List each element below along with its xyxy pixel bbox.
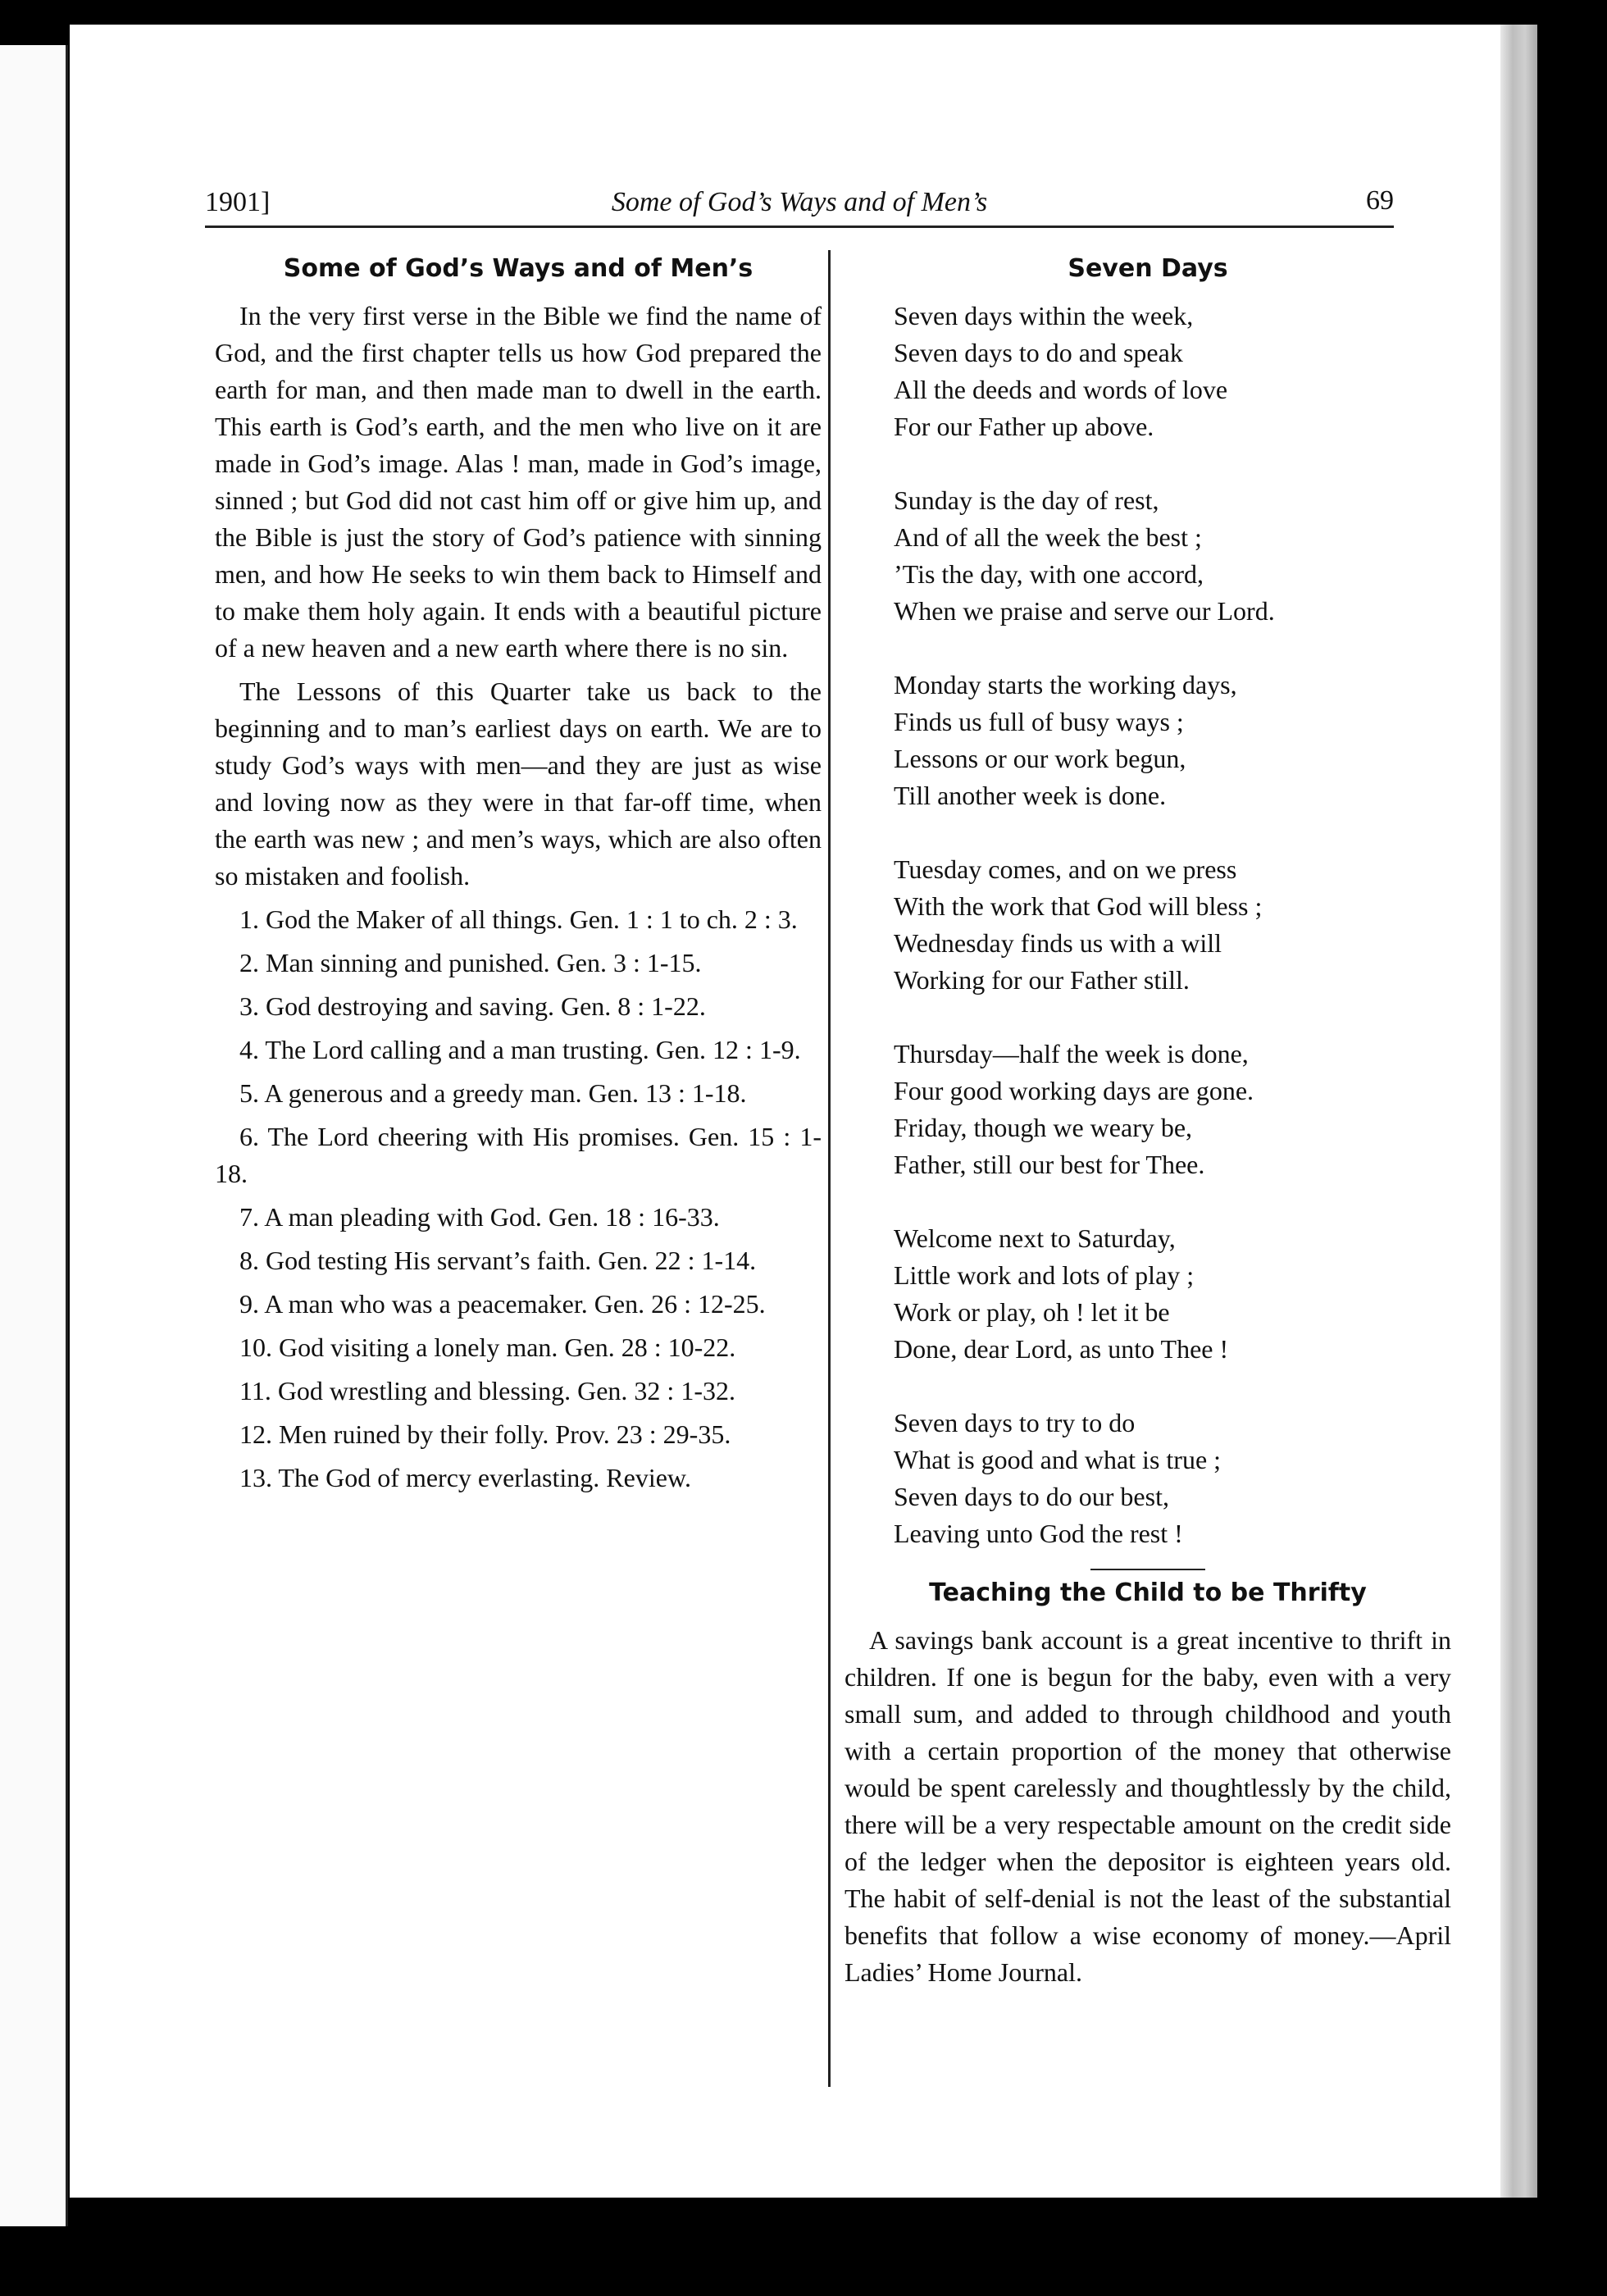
lesson-item: 5. A generous and a greedy man. Gen. 13 : 1-18. [239,1078,747,1108]
poem-line: Leaving unto God the rest ! [894,1519,1183,1548]
poem-line: Wednesday finds us with a will [894,928,1222,958]
poem-line: Little work and lots of play ; [894,1260,1195,1290]
lesson-item: 7. A man pleading with God. Gen. 18 : 16-33. [239,1202,720,1232]
poem-line: Seven days to do and speak [894,338,1183,367]
poem-stanza [894,1405,1451,1552]
poem-heading: Seven Days [1068,254,1228,283]
poem-line: For our Father up above. [894,412,1154,441]
poem-line: Sunday is the day of rest, [894,485,1159,515]
article-heading: Some of God’s Ways and of Men’s [283,254,753,283]
poem-line: With the work that God will bless ; [894,891,1263,921]
poem-line: Finds us full of busy ways ; [894,707,1184,736]
quarter-paragraph: The Lessons of this Quarter take us back to the beginning and to man’s earliest days on earth. We are to study God’s ways with men—and they are just as wise and loving now as they were in that far-off time, when the earth was new ; and men’s ways, which are also often so mistaken and foolish. [215,676,822,891]
poem-line: When we praise and serve our Lord. [894,596,1275,626]
lesson-item: 1. God the Maker of all things. Gen. 1 : 1 to ch. 2 : 3. [239,904,798,934]
poem-line: Lessons or our work begun, [894,744,1186,773]
header-rule [205,226,1394,228]
poem-stanza [894,482,1451,630]
poem-line: Thursday—half the week is done, [894,1039,1249,1068]
poem-line: All the deeds and words of love [894,375,1228,404]
poem-stanza [894,667,1451,814]
poem-stanza [894,298,1451,445]
poem-line: What is good and what is true ; [894,1445,1222,1474]
lesson-item: 6. The Lord cheering with His promises. Gen. 15 : 1-18. [215,1122,822,1188]
poem-line: Monday starts the working days, [894,670,1237,699]
poem-stanza [894,851,1451,999]
poem-line: Working for our Father still. [894,965,1190,995]
lesson-item: 9. A man who was a peacemaker. Gen. 26 : 12-25. [239,1289,766,1319]
lesson-item: 13. The God of mercy everlasting. Review. [239,1463,691,1492]
lesson-item: 4. The Lord calling and a man trusting. Gen. 12 : 1-9. [239,1035,801,1064]
lesson-item: 2. Man sinning and punished. Gen. 3 : 1-15. [239,948,702,977]
poem-stanza [894,1036,1451,1183]
header-title: Some of God’s Ways and of Men’s [611,187,988,217]
poem-line: Till another week is done. [894,781,1167,810]
lesson-item: 10. God visiting a lonely man. Gen. 28 : 10-22. [239,1332,736,1362]
thrift-heading: Teaching the Child to be Thrifty [929,1578,1367,1607]
intro-paragraph: In the very first verse in the Bible we find the name of God, and the first chapter tells us how God prepared the earth for man, and then made man to dwell in the earth. This earth is God’s earth, and the men who live on it are made in God’s image. Alas ! man, made in God’s image, sinned ; but God did not cast him off or give him up, and the Bible is just the story of God’s patience with sinning men, and how He seeks to win them back to Himself and to make them holy again. It ends with a beautiful picture of a new heaven and a new earth where there is no sin. [215,301,822,663]
page-number: 69 [1366,185,1394,216]
page-edge-shadow [1500,25,1537,2198]
poem-stanza [894,1220,1451,1368]
poem-line: Seven days to try to do [894,1408,1136,1437]
poem-line: Four good working days are gone. [894,1076,1254,1105]
thrift-paragraph: A savings bank account is a great incentive to thrift in children. If one is begun for the baby, even with a very small sum, and added to through childhood and youth with a certain proportion of the money that otherwise would be spent carelessly and thoughtlessly by the child, there will be a very respectable amount on the credit side of the ledger when the depositor is eighteen years old. The habit of self-denial is not the least of the substantial benefits that follow a wise economy of money.—April Ladies’ Home Journal. [844,1625,1451,1987]
poem-line: ’Tis the day, with one accord, [894,559,1204,589]
adjacent-page-edge [0,45,68,2226]
lesson-item: 8. God testing His servant’s faith. Gen. 22 : 1-14. [239,1246,757,1275]
poem-line: Friday, though we weary be, [894,1113,1193,1142]
poem-line: Work or play, oh ! let it be [894,1297,1170,1327]
lesson-item: 11. God wrestling and blessing. Gen. 32 : 1-32. [239,1376,735,1405]
poem [844,298,1451,1552]
poem-line: Welcome next to Saturday, [894,1223,1176,1253]
left-column [215,246,822,1500]
poem-line: Done, dear Lord, as unto Thee ! [894,1334,1229,1364]
poem-line: Father, still our best for Thee. [894,1150,1205,1179]
poem-line: Seven days to do our best, [894,1482,1169,1511]
lesson-item: 3. God destroying and saving. Gen. 8 : 1-22. [239,991,706,1021]
poem-line: Seven days within the week, [894,301,1194,330]
poem-line: And of all the week the best ; [894,522,1202,552]
running-header [205,187,1394,236]
column-divider [828,250,831,2087]
right-column [844,246,1451,1991]
lesson-list [215,901,822,1496]
section-rule [1090,1569,1205,1570]
header-year: 1901] [205,187,271,217]
poem-line: Tuesday comes, and on we press [894,854,1237,884]
lesson-item: 12. Men ruined by their folly. Prov. 23 : 29-35. [239,1419,731,1449]
